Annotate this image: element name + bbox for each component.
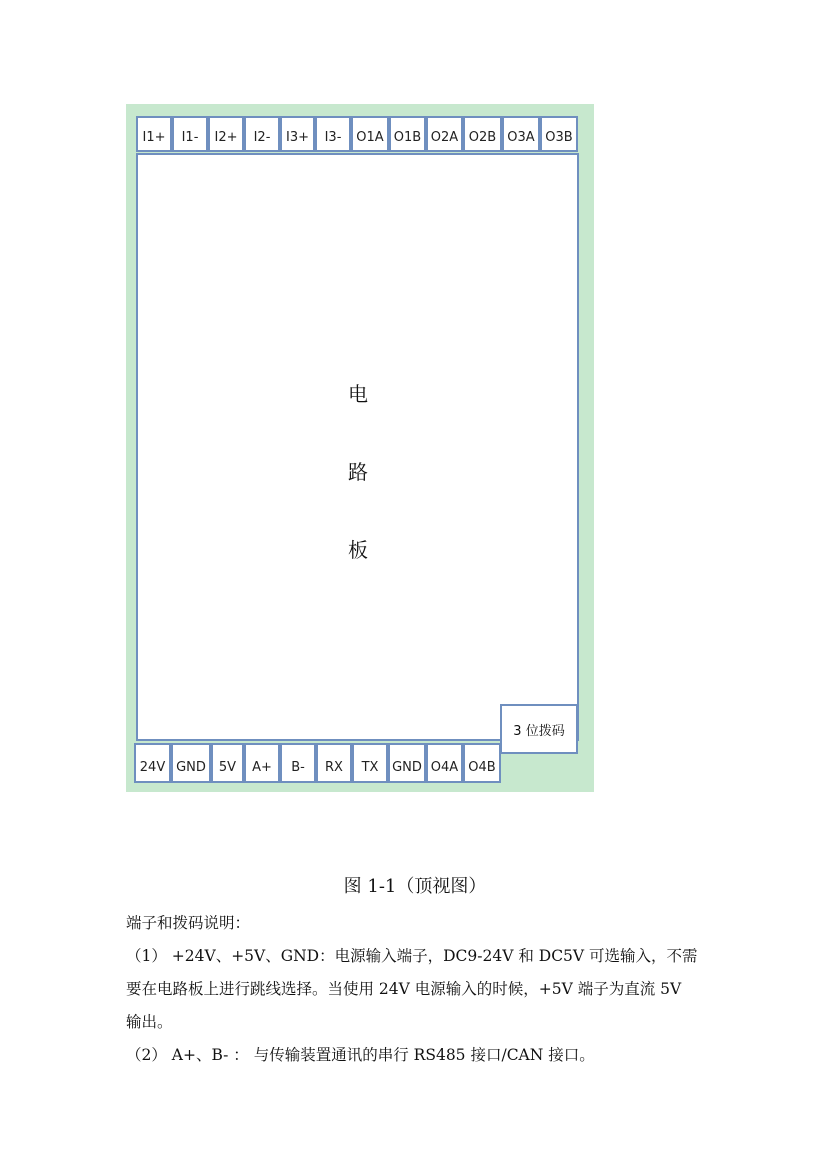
- top-terminal: O2A: [426, 116, 463, 152]
- item1-line2: 要在电路板上进行跳线选择。当使用 24V 电源输入的时候，+5V 端子为直流 5V: [126, 980, 682, 998]
- top-terminal: O1A: [351, 116, 389, 152]
- dip-switch: 3 位拨码: [500, 704, 578, 754]
- board-label: [338, 355, 378, 589]
- top-terminal: O3A: [502, 116, 540, 152]
- bottom-terminal: O4A: [426, 743, 463, 783]
- bottom-terminal: GND: [171, 743, 211, 783]
- top-terminal: I2-: [244, 116, 280, 152]
- bottom-terminal: 24V: [134, 743, 171, 783]
- bottom-terminal: TX: [352, 743, 388, 783]
- top-terminal: O2B: [463, 116, 502, 152]
- item1-line3: 输出。: [126, 1013, 173, 1031]
- circuit-board-diagram: [126, 104, 594, 792]
- top-terminal: I3-: [315, 116, 351, 152]
- item2-line: （2） A+、B- ： 与传输装置通讯的串行 RS485 接口/CAN 接口。: [126, 1046, 595, 1064]
- item1-line1: （1） +24V、+5V、GND：电源输入端子，DC9-24V 和 DC5V 可选输入，不需: [126, 947, 698, 965]
- top-terminal: O1B: [389, 116, 426, 152]
- top-terminal: I3+: [280, 116, 315, 152]
- top-terminal: I2+: [208, 116, 244, 152]
- bottom-terminal: A+: [244, 743, 280, 783]
- section-heading: 端子和拨码说明：: [126, 914, 251, 932]
- bottom-terminal: O4B: [463, 743, 501, 783]
- board-label-char: 路: [348, 460, 368, 484]
- bottom-terminal: B-: [280, 743, 316, 783]
- bottom-terminal: GND: [388, 743, 426, 783]
- circuit-board: [136, 153, 579, 741]
- bottom-terminal: RX: [316, 743, 352, 783]
- top-terminal: I1-: [172, 116, 208, 152]
- figure-caption: 图 1-1（顶视图）: [343, 876, 487, 897]
- top-terminal: O3B: [540, 116, 578, 152]
- board-label-char: 板: [348, 538, 368, 562]
- board-label-char: 电: [348, 382, 368, 406]
- bottom-terminal: 5V: [211, 743, 244, 783]
- top-terminal: I1+: [136, 116, 172, 152]
